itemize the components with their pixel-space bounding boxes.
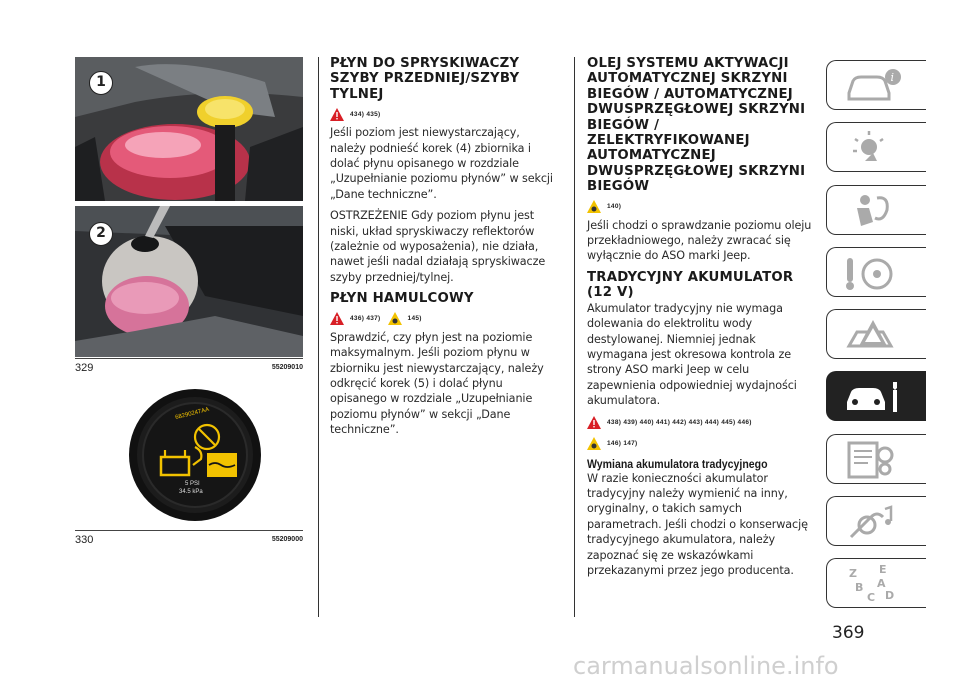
section-title-transmission-oil: OLEJ SYSTEMU AKTYWACJI AUTOMATYCZNEJ SKRZYNI BIEGÓW / AUTOMATYCZNEJ DWUSPRZĘGŁOWEJ SKRZYNI BIEGÓW / ZELEKTRYFIKOWANEJ AUTOMATYCZNEJ DWUSPRZĘGŁOWEJ SKRZYNI BIEGÓW bbox=[587, 56, 806, 195]
callout-2: 2 bbox=[89, 222, 113, 246]
warning-ref-numbers: 438) 439) 440) 441) 442) 443) 444) 445) 446) bbox=[607, 419, 752, 427]
oil-paragraph: Jeśli chodzi o sprawdzanie poziomu oleju przekładniowego, należy zwracać się wyłącznie do ASO marki Jeep. bbox=[587, 218, 812, 263]
document-gear-icon bbox=[843, 441, 903, 479]
svg-text:D: D bbox=[885, 589, 895, 603]
cap-part-number: 68290247AA bbox=[174, 406, 210, 422]
figure-number: 329 bbox=[75, 362, 94, 374]
caution-refs bbox=[587, 435, 815, 453]
watermark: carmanualsonline.info bbox=[573, 652, 839, 680]
callout-1: 1 bbox=[89, 71, 113, 95]
caution-hand-icon bbox=[587, 437, 601, 450]
warning-ref-numbers: 436) 437) bbox=[350, 315, 381, 323]
section-title-brake-fluid: PŁYN HAMULCOWY bbox=[330, 291, 474, 307]
caution-refs bbox=[587, 198, 815, 216]
cap-pressure-psi: 5 PSI bbox=[185, 481, 200, 487]
caution-hand-icon bbox=[587, 200, 601, 213]
battery-replacement-paragraph: W razie konieczności akumulator tradycyjny należy wymienić na inny, oryginalny, o takich samych parametrach. Jeśli chodzi o konserwację tradycyjnego akumulatora, należy zapoznać się ze wskazówkami przekazanymi przez jego producenta. bbox=[587, 471, 808, 577]
warning-ref-numbers: 434) 435) bbox=[350, 110, 381, 118]
cap-pressure-kpa: 34.5 kPa bbox=[179, 489, 203, 495]
washer-warning-paragraph: OSTRZEŻENIE Gdy poziom płynu jest niski, układ spryskiwaczy reflektorów (zależnie od wyposażenia), nie działa, nawet jeśli nadal działają spryskiwacze szyby przedniej/tylnej. bbox=[330, 209, 546, 284]
figure-329-caption bbox=[75, 358, 303, 374]
chapter-tabs bbox=[826, 60, 926, 621]
multimedia-icon bbox=[843, 503, 903, 541]
page-number: 369 bbox=[832, 623, 865, 643]
car-info-icon bbox=[843, 67, 903, 105]
caution-hand-icon bbox=[388, 312, 402, 325]
battery-paragraph: Akumulator tradycyjny nie wymaga dolewania do elektrolitu wody destylowanej. Niemniej jednak wymagana jest okresowa kontrola ze strony ASO marki Jeep w celu zapewnienia odpowiedniej wydajności akumulatora. bbox=[587, 301, 797, 408]
car-wrench-icon bbox=[843, 378, 903, 416]
alphabet-index-icon bbox=[843, 565, 903, 603]
warning-triangle-icon bbox=[330, 108, 344, 121]
hazard-warning-icon bbox=[843, 316, 903, 354]
tab-technical-data[interactable] bbox=[826, 434, 926, 484]
svg-text:Z: Z bbox=[849, 567, 857, 581]
svg-text:A: A bbox=[877, 577, 886, 591]
dashboard-lights-icon bbox=[843, 129, 903, 167]
column-divider bbox=[574, 57, 575, 617]
warning-refs bbox=[330, 310, 558, 328]
tab-starting-driving[interactable] bbox=[826, 247, 926, 297]
warning-triangle-icon bbox=[330, 312, 344, 325]
figure-329-photo-top bbox=[75, 57, 303, 201]
warning-triangle-icon bbox=[587, 416, 601, 429]
tab-servicing-maintenance[interactable] bbox=[826, 371, 926, 421]
svg-text:i: i bbox=[890, 71, 895, 84]
column-divider bbox=[318, 57, 319, 617]
tab-emergency[interactable] bbox=[826, 309, 926, 359]
figure-329-photo-bottom bbox=[75, 206, 303, 357]
tab-safety[interactable] bbox=[826, 185, 926, 235]
caution-ref-numbers: 140) bbox=[607, 203, 622, 211]
subsection-title-battery-replacement: Wymiana akumulatora tradycyjnego bbox=[587, 456, 768, 471]
column-middle bbox=[330, 56, 558, 438]
warning-refs bbox=[330, 105, 558, 123]
tab-dashboard[interactable] bbox=[826, 122, 926, 172]
figure-number: 330 bbox=[75, 534, 94, 546]
warning-refs bbox=[587, 414, 815, 432]
figure-code: 55209010 bbox=[271, 364, 303, 371]
svg-text:E: E bbox=[879, 565, 887, 577]
tab-getting-to-know-vehicle[interactable] bbox=[826, 60, 926, 110]
column-right bbox=[587, 56, 815, 578]
brake-paragraph: Sprawdzić, czy płyn jest na poziomie maksymalnym. Jeśli poziom płynu w zbiorniku jest niewystarczający, należy odkręcić korek (5) i dolać płynu opisanego w rozdziale „Uzupełnianie poziomu płynów” w sekcji „Dane techniczne”. bbox=[330, 330, 544, 437]
seat-airbag-icon bbox=[843, 192, 903, 230]
caution-ref-numbers: 145) bbox=[407, 315, 422, 323]
figure-330-cap-photo bbox=[75, 385, 303, 525]
section-title-battery: TRADYCYJNY AKUMULATOR (12 V) bbox=[587, 269, 794, 301]
caution-ref-numbers: 146) 147) bbox=[607, 440, 638, 448]
section-title-washer-fluid: PŁYN DO SPRYSKIWACZY SZYBY PRZEDNIEJ/SZYBY TYLNEJ bbox=[330, 56, 520, 102]
washer-paragraph: Jeśli poziom jest niewystarczający, należy podnieść korek (4) zbiornika i dolać płynu opisanego w rozdziale „Uzupełnianie poziomu płynów” w sekcji „Dane techniczne”. bbox=[330, 126, 553, 201]
figure-330-caption bbox=[75, 530, 303, 546]
figure-code: 55209000 bbox=[271, 536, 303, 543]
tab-multimedia[interactable] bbox=[826, 496, 926, 546]
steering-wheel-key-icon bbox=[843, 254, 903, 292]
svg-text:C: C bbox=[867, 591, 876, 604]
svg-text:B: B bbox=[855, 581, 864, 595]
tab-index[interactable] bbox=[826, 558, 926, 608]
